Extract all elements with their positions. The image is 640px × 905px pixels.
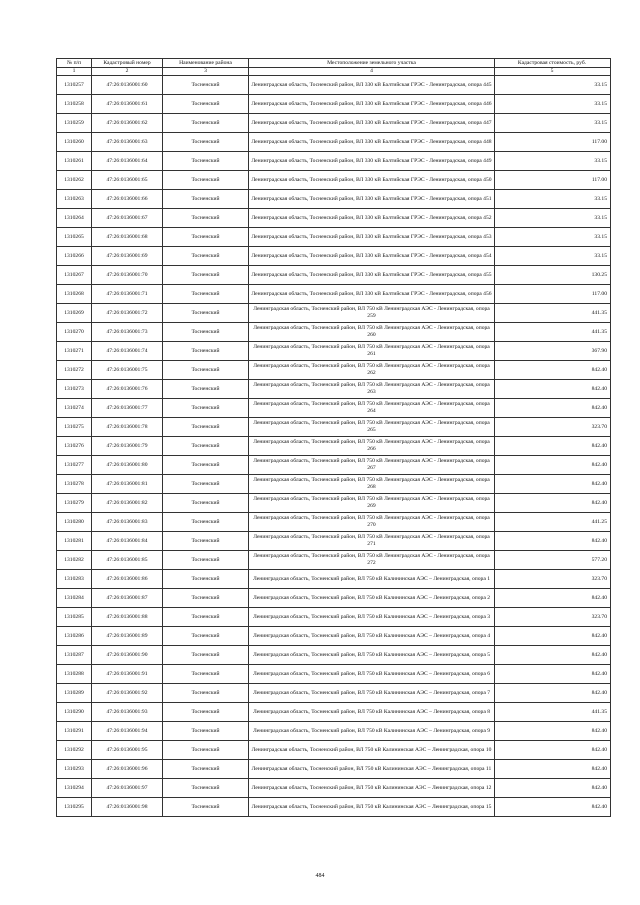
row-location: Ленинградская область, Тосненский район, ВЛ 750 кВ Ленинградская АЭС - Ленинградская, опора 266 xyxy=(249,437,495,456)
table-row xyxy=(57,684,611,703)
row-location: Ленинградская область, Тосненский район, ВЛ 750 кВ Калининская АЭС – Ленинградская, опора 9 xyxy=(249,722,495,741)
row-district: Тосненский xyxy=(163,570,249,589)
table-row xyxy=(57,114,611,133)
table-row xyxy=(57,285,611,304)
row-location: Ленинградская область, Тосненский район, ВЛ 750 кВ Ленинградская АЭС - Ленинградская, опора 263 xyxy=(249,380,495,399)
row-index: 1310279 xyxy=(57,494,92,513)
row-location: Ленинградская область, Тосненский район, ВЛ 750 кВ Ленинградская АЭС - Ленинградская, опора 261 xyxy=(249,342,495,361)
row-location: Ленинградская область, Тосненский район, ВЛ 750 кВ Ленинградская АЭС - Ленинградская, опора 267 xyxy=(249,456,495,475)
row-district: Тосненский xyxy=(163,532,249,551)
row-cost: 842.40 xyxy=(495,494,611,513)
row-district: Тосненский xyxy=(163,456,249,475)
header-cadastral-number: Кадастровый номер xyxy=(92,59,163,68)
table-row xyxy=(57,798,611,817)
row-cadastral-number: 47:26:0136001:81 xyxy=(92,475,163,494)
row-index: 1310283 xyxy=(57,570,92,589)
row-cadastral-number: 47:26:0136001:80 xyxy=(92,456,163,475)
row-cadastral-number: 47:26:0136001:70 xyxy=(92,266,163,285)
row-location: Ленинградская область, Тосненский район, ВЛ 330 кВ Балтийская ГРЭС - Ленинградская, опора 445 xyxy=(249,76,495,95)
row-cadastral-number: 47:26:0136001:62 xyxy=(92,114,163,133)
row-cadastral-number: 47:26:0136001:71 xyxy=(92,285,163,304)
row-cadastral-number: 47:26:0136001:87 xyxy=(92,589,163,608)
row-location: Ленинградская область, Тосненский район, ВЛ 330 кВ Балтийская ГРЭС - Ленинградская, опора 450 xyxy=(249,171,495,190)
row-location: Ленинградская область, Тосненский район, ВЛ 330 кВ Балтийская ГРЭС - Ленинградская, опора 446 xyxy=(249,95,495,114)
row-cost: 117.00 xyxy=(495,285,611,304)
row-cost: 441.25 xyxy=(495,513,611,532)
row-cost: 842.40 xyxy=(495,361,611,380)
row-index: 1310291 xyxy=(57,722,92,741)
row-district: Тосненский xyxy=(163,589,249,608)
row-cost: 842.40 xyxy=(495,722,611,741)
row-location: Ленинградская область, Тосненский район, ВЛ 750 кВ Калининская АЭС – Ленинградская, опора 15 xyxy=(249,798,495,817)
row-cost: 323.70 xyxy=(495,608,611,627)
table-row xyxy=(57,665,611,684)
row-district: Тосненский xyxy=(163,684,249,703)
row-cadastral-number: 47:26:0136001:75 xyxy=(92,361,163,380)
row-cost: 130.25 xyxy=(495,266,611,285)
row-cadastral-number: 47:26:0136001:82 xyxy=(92,494,163,513)
row-index: 1310273 xyxy=(57,380,92,399)
row-cadastral-number: 47:26:0136001:90 xyxy=(92,646,163,665)
row-district: Тосненский xyxy=(163,361,249,380)
row-cost: 842.40 xyxy=(495,532,611,551)
table-row xyxy=(57,703,611,722)
row-district: Тосненский xyxy=(163,190,249,209)
table-row xyxy=(57,323,611,342)
row-location: Ленинградская область, Тосненский район, ВЛ 750 кВ Калининская АЭС – Ленинградская, опора 11 xyxy=(249,760,495,779)
header-district: Наименование района xyxy=(163,59,249,68)
row-cost: 117.00 xyxy=(495,133,611,152)
row-cadastral-number: 47:26:0136001:98 xyxy=(92,798,163,817)
row-district: Тосненский xyxy=(163,228,249,247)
row-index: 1310267 xyxy=(57,266,92,285)
cadastral-table xyxy=(56,58,611,817)
row-cadastral-number: 47:26:0136001:74 xyxy=(92,342,163,361)
table-row xyxy=(57,551,611,570)
header-index: № п/п xyxy=(57,59,92,68)
row-cost: 842.40 xyxy=(495,589,611,608)
row-location: Ленинградская область, Тосненский район, ВЛ 750 кВ Калининская АЭС – Ленинградская, опора 8 xyxy=(249,703,495,722)
row-cost: 33.15 xyxy=(495,228,611,247)
table-row xyxy=(57,380,611,399)
row-index: 1310277 xyxy=(57,456,92,475)
row-district: Тосненский xyxy=(163,304,249,323)
table-header xyxy=(57,59,611,76)
table-row xyxy=(57,570,611,589)
row-index: 1310295 xyxy=(57,798,92,817)
row-index: 1310264 xyxy=(57,209,92,228)
row-cadastral-number: 47:26:0136001:67 xyxy=(92,209,163,228)
row-cost: 33.15 xyxy=(495,76,611,95)
column-number-row xyxy=(57,68,611,76)
row-cost: 441.35 xyxy=(495,323,611,342)
row-index: 1310259 xyxy=(57,114,92,133)
table-row xyxy=(57,608,611,627)
table-row xyxy=(57,513,611,532)
row-district: Тосненский xyxy=(163,76,249,95)
row-location: Ленинградская область, Тосненский район, ВЛ 330 кВ Балтийская ГРЭС - Ленинградская, опора 454 xyxy=(249,247,495,266)
row-index: 1310288 xyxy=(57,665,92,684)
row-index: 1310266 xyxy=(57,247,92,266)
row-cost: 33.15 xyxy=(495,190,611,209)
row-cadastral-number: 47:26:0136001:60 xyxy=(92,76,163,95)
row-cadastral-number: 47:26:0136001:95 xyxy=(92,741,163,760)
row-cost: 33.15 xyxy=(495,152,611,171)
row-index: 1310285 xyxy=(57,608,92,627)
row-location: Ленинградская область, Тосненский район, ВЛ 750 кВ Ленинградская АЭС - Ленинградская, опора 260 xyxy=(249,323,495,342)
row-cost: 842.40 xyxy=(495,437,611,456)
row-cadastral-number: 47:26:0136001:97 xyxy=(92,779,163,798)
row-district: Тосненский xyxy=(163,513,249,532)
header-location: Местоположение земельного участка xyxy=(249,59,495,68)
row-cost: 842.40 xyxy=(495,475,611,494)
row-cadastral-number: 47:26:0136001:64 xyxy=(92,152,163,171)
row-location: Ленинградская область, Тосненский район, ВЛ 330 кВ Балтийская ГРЭС - Ленинградская, опора 453 xyxy=(249,228,495,247)
row-location: Ленинградская область, Тосненский район, ВЛ 750 кВ Калининская АЭС – Ленинградская, опора 12 xyxy=(249,779,495,798)
row-location: Ленинградская область, Тосненский район, ВЛ 750 кВ Калининская АЭС – Ленинградская, опора 4 xyxy=(249,627,495,646)
row-location: Ленинградская область, Тосненский район, ВЛ 330 кВ Балтийская ГРЭС - Ленинградская, опора 449 xyxy=(249,152,495,171)
row-location: Ленинградская область, Тосненский район, ВЛ 750 кВ Калининская АЭС – Ленинградская, опора 6 xyxy=(249,665,495,684)
table-body xyxy=(57,76,611,817)
row-district: Тосненский xyxy=(163,760,249,779)
header-row xyxy=(57,59,611,68)
row-index: 1310272 xyxy=(57,361,92,380)
row-district: Тосненский xyxy=(163,399,249,418)
table-row xyxy=(57,133,611,152)
row-index: 1310258 xyxy=(57,95,92,114)
row-district: Тосненский xyxy=(163,437,249,456)
row-index: 1310261 xyxy=(57,152,92,171)
row-district: Тосненский xyxy=(163,798,249,817)
row-cadastral-number: 47:26:0136001:86 xyxy=(92,570,163,589)
row-district: Тосненский xyxy=(163,665,249,684)
table-row xyxy=(57,247,611,266)
row-district: Тосненский xyxy=(163,95,249,114)
row-cadastral-number: 47:26:0136001:89 xyxy=(92,627,163,646)
row-cadastral-number: 47:26:0136001:88 xyxy=(92,608,163,627)
row-cadastral-number: 47:26:0136001:83 xyxy=(92,513,163,532)
row-district: Тосненский xyxy=(163,646,249,665)
row-cadastral-number: 47:26:0136001:94 xyxy=(92,722,163,741)
row-cost: 842.40 xyxy=(495,456,611,475)
header-cost: Кадастровая стоимость, руб. xyxy=(495,59,611,68)
row-cadastral-number: 47:26:0136001:77 xyxy=(92,399,163,418)
row-district: Тосненский xyxy=(163,285,249,304)
row-cost: 323.70 xyxy=(495,418,611,437)
row-location: Ленинградская область, Тосненский район, ВЛ 330 кВ Балтийская ГРЭС - Ленинградская, опора 447 xyxy=(249,114,495,133)
row-district: Тосненский xyxy=(163,133,249,152)
table-row xyxy=(57,589,611,608)
row-cost: 842.40 xyxy=(495,646,611,665)
table-row xyxy=(57,209,611,228)
table-row xyxy=(57,304,611,323)
row-cadastral-number: 47:26:0136001:92 xyxy=(92,684,163,703)
row-cost: 842.40 xyxy=(495,684,611,703)
table-row xyxy=(57,361,611,380)
row-cost: 842.40 xyxy=(495,798,611,817)
table-row xyxy=(57,475,611,494)
row-district: Тосненский xyxy=(163,494,249,513)
row-location: Ленинградская область, Тосненский район, ВЛ 750 кВ Ленинградская АЭС - Ленинградская, опора 272 xyxy=(249,551,495,570)
row-index: 1310293 xyxy=(57,760,92,779)
row-district: Тосненский xyxy=(163,342,249,361)
row-cost: 842.40 xyxy=(495,741,611,760)
row-cadastral-number: 47:26:0136001:61 xyxy=(92,95,163,114)
row-cadastral-number: 47:26:0136001:63 xyxy=(92,133,163,152)
row-index: 1310268 xyxy=(57,285,92,304)
row-district: Тосненский xyxy=(163,171,249,190)
row-cadastral-number: 47:26:0136001:91 xyxy=(92,665,163,684)
row-index: 1310282 xyxy=(57,551,92,570)
row-index: 1310270 xyxy=(57,323,92,342)
table-row xyxy=(57,152,611,171)
row-index: 1310276 xyxy=(57,437,92,456)
row-cadastral-number: 47:26:0136001:96 xyxy=(92,760,163,779)
row-cost: 842.40 xyxy=(495,399,611,418)
row-location: Ленинградская область, Тосненский район, ВЛ 750 кВ Ленинградская АЭС - Ленинградская, опора 259 xyxy=(249,304,495,323)
row-cost: 323.70 xyxy=(495,570,611,589)
table-row xyxy=(57,437,611,456)
row-location: Ленинградская область, Тосненский район, ВЛ 750 кВ Ленинградская АЭС - Ленинградская, опора 268 xyxy=(249,475,495,494)
row-district: Тосненский xyxy=(163,741,249,760)
col-number: 2 xyxy=(92,68,163,76)
row-district: Тосненский xyxy=(163,247,249,266)
table-row xyxy=(57,399,611,418)
row-index: 1310269 xyxy=(57,304,92,323)
table-row xyxy=(57,627,611,646)
row-location: Ленинградская область, Тосненский район, ВЛ 750 кВ Ленинградская АЭС - Ленинградская, опора 271 xyxy=(249,532,495,551)
row-index: 1310274 xyxy=(57,399,92,418)
row-index: 1310280 xyxy=(57,513,92,532)
row-district: Тосненский xyxy=(163,551,249,570)
table-row xyxy=(57,760,611,779)
row-district: Тосненский xyxy=(163,722,249,741)
row-cadastral-number: 47:26:0136001:93 xyxy=(92,703,163,722)
row-cadastral-number: 47:26:0136001:69 xyxy=(92,247,163,266)
row-cadastral-number: 47:26:0136001:66 xyxy=(92,190,163,209)
row-district: Тосненский xyxy=(163,627,249,646)
row-cost: 577.20 xyxy=(495,551,611,570)
row-index: 1310271 xyxy=(57,342,92,361)
table-row xyxy=(57,646,611,665)
row-index: 1310263 xyxy=(57,190,92,209)
document-sheet xyxy=(56,58,607,817)
table-row xyxy=(57,95,611,114)
row-district: Тосненский xyxy=(163,266,249,285)
col-number: 3 xyxy=(163,68,249,76)
row-location: Ленинградская область, Тосненский район, ВЛ 330 кВ Балтийская ГРЭС - Ленинградская, опора 452 xyxy=(249,209,495,228)
row-location: Ленинградская область, Тосненский район, ВЛ 750 кВ Ленинградская АЭС - Ленинградская, опора 262 xyxy=(249,361,495,380)
row-location: Ленинградская область, Тосненский район, ВЛ 750 кВ Ленинградская АЭС - Ленинградская, опора 264 xyxy=(249,399,495,418)
row-district: Тосненский xyxy=(163,418,249,437)
table-row xyxy=(57,228,611,247)
row-district: Тосненский xyxy=(163,380,249,399)
row-index: 1310257 xyxy=(57,76,92,95)
row-district: Тосненский xyxy=(163,475,249,494)
row-location: Ленинградская область, Тосненский район, ВЛ 750 кВ Калининская АЭС – Ленинградская, опора 3 xyxy=(249,608,495,627)
row-index: 1310262 xyxy=(57,171,92,190)
row-cost: 33.15 xyxy=(495,247,611,266)
table-row xyxy=(57,722,611,741)
row-index: 1310265 xyxy=(57,228,92,247)
row-cost: 842.40 xyxy=(495,779,611,798)
row-cadastral-number: 47:26:0136001:73 xyxy=(92,323,163,342)
row-district: Тосненский xyxy=(163,779,249,798)
table-row xyxy=(57,418,611,437)
row-cadastral-number: 47:26:0136001:72 xyxy=(92,304,163,323)
row-index: 1310275 xyxy=(57,418,92,437)
row-district: Тосненский xyxy=(163,703,249,722)
table-row xyxy=(57,76,611,95)
row-location: Ленинградская область, Тосненский район, ВЛ 330 кВ Балтийская ГРЭС - Ленинградская, опора 451 xyxy=(249,190,495,209)
row-cost: 367.90 xyxy=(495,342,611,361)
row-cost: 33.15 xyxy=(495,95,611,114)
row-index: 1310278 xyxy=(57,475,92,494)
row-cost: 842.40 xyxy=(495,627,611,646)
row-cadastral-number: 47:26:0136001:85 xyxy=(92,551,163,570)
table-row xyxy=(57,171,611,190)
table-row xyxy=(57,190,611,209)
table-row xyxy=(57,342,611,361)
row-cost: 117.00 xyxy=(495,171,611,190)
row-cadastral-number: 47:26:0136001:68 xyxy=(92,228,163,247)
row-location: Ленинградская область, Тосненский район, ВЛ 330 кВ Балтийская ГРЭС - Ленинградская, опора 456 xyxy=(249,285,495,304)
row-location: Ленинградская область, Тосненский район, ВЛ 750 кВ Ленинградская АЭС - Ленинградская, опора 265 xyxy=(249,418,495,437)
row-location: Ленинградская область, Тосненский район, ВЛ 330 кВ Балтийская ГРЭС - Ленинградская, опора 448 xyxy=(249,133,495,152)
row-cost: 33.15 xyxy=(495,114,611,133)
row-location: Ленинградская область, Тосненский район, ВЛ 750 кВ Ленинградская АЭС - Ленинградская, опора 270 xyxy=(249,513,495,532)
row-cadastral-number: 47:26:0136001:79 xyxy=(92,437,163,456)
row-cadastral-number: 47:26:0136001:78 xyxy=(92,418,163,437)
row-location: Ленинградская область, Тосненский район, ВЛ 750 кВ Ленинградская АЭС - Ленинградская, опора 269 xyxy=(249,494,495,513)
table-row xyxy=(57,456,611,475)
row-index: 1310294 xyxy=(57,779,92,798)
row-cadastral-number: 47:26:0136001:84 xyxy=(92,532,163,551)
row-cadastral-number: 47:26:0136001:76 xyxy=(92,380,163,399)
row-district: Тосненский xyxy=(163,608,249,627)
row-cost: 842.40 xyxy=(495,380,611,399)
row-index: 1310284 xyxy=(57,589,92,608)
row-cost: 441.35 xyxy=(495,304,611,323)
col-number: 4 xyxy=(249,68,495,76)
row-district: Тосненский xyxy=(163,152,249,171)
row-index: 1310286 xyxy=(57,627,92,646)
row-cost: 441.35 xyxy=(495,703,611,722)
row-district: Тосненский xyxy=(163,209,249,228)
table-row xyxy=(57,741,611,760)
col-number: 5 xyxy=(495,68,611,76)
table-row xyxy=(57,532,611,551)
table-row xyxy=(57,779,611,798)
table-row xyxy=(57,494,611,513)
row-index: 1310290 xyxy=(57,703,92,722)
row-index: 1310260 xyxy=(57,133,92,152)
row-cost: 842.40 xyxy=(495,665,611,684)
row-district: Тосненский xyxy=(163,323,249,342)
row-index: 1310287 xyxy=(57,646,92,665)
row-location: Ленинградская область, Тосненский район, ВЛ 330 кВ Балтийская ГРЭС - Ленинградская, опора 455 xyxy=(249,266,495,285)
row-location: Ленинградская область, Тосненский район, ВЛ 750 кВ Калининская АЭС – Ленинградская, опора 2 xyxy=(249,589,495,608)
row-cost: 842.40 xyxy=(495,760,611,779)
row-district: Тосненский xyxy=(163,114,249,133)
col-number: 1 xyxy=(57,68,92,76)
row-index: 1310289 xyxy=(57,684,92,703)
row-cadastral-number: 47:26:0136001:65 xyxy=(92,171,163,190)
row-cost: 33.15 xyxy=(495,209,611,228)
table-row xyxy=(57,266,611,285)
row-index: 1310281 xyxy=(57,532,92,551)
row-location: Ленинградская область, Тосненский район, ВЛ 750 кВ Калининская АЭС – Ленинградская, опора 10 xyxy=(249,741,495,760)
row-location: Ленинградская область, Тосненский район, ВЛ 750 кВ Калининская АЭС – Ленинградская, опора 1 xyxy=(249,570,495,589)
row-location: Ленинградская область, Тосненский район, ВЛ 750 кВ Калининская АЭС – Ленинградская, опора 7 xyxy=(249,684,495,703)
row-index: 1310292 xyxy=(57,741,92,760)
row-location: Ленинградская область, Тосненский район, ВЛ 750 кВ Калининская АЭС – Ленинградская, опора 5 xyxy=(249,646,495,665)
page-number: 484 xyxy=(315,873,325,879)
